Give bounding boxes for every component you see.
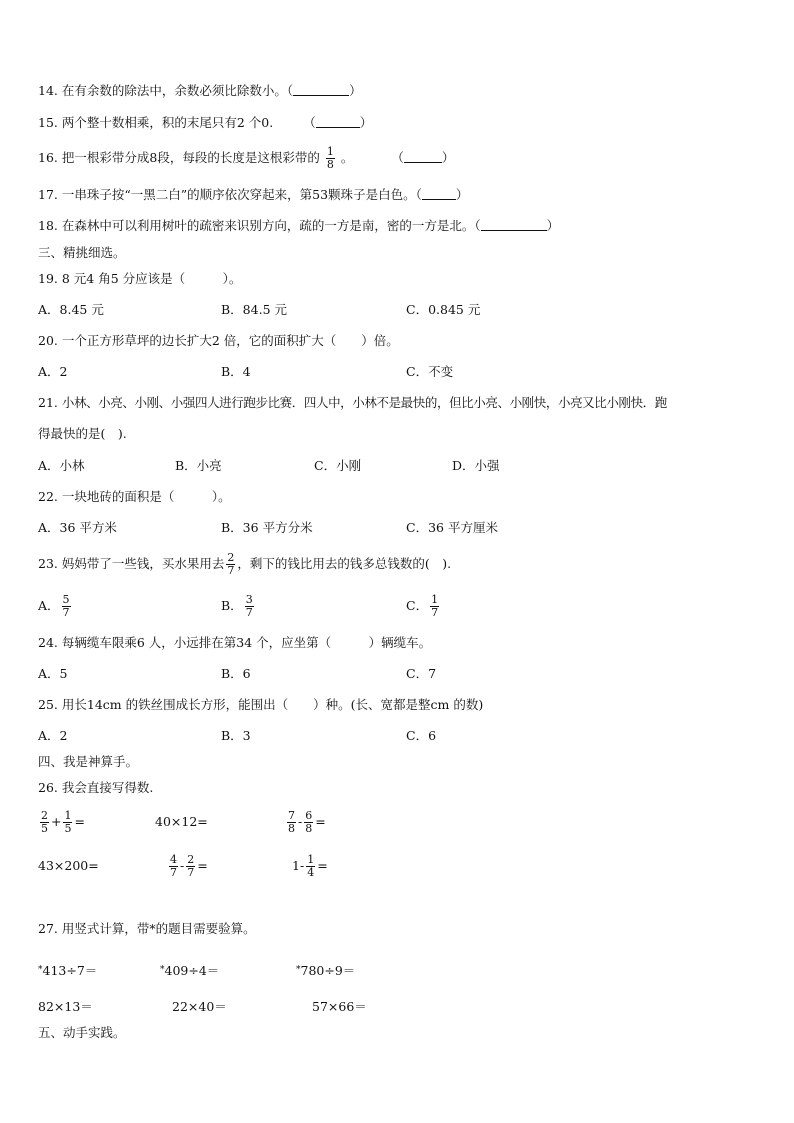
option-c[interactable]: C．6 (406, 728, 437, 743)
section-heading: 五、动手实践。 (38, 1025, 126, 1040)
option-a[interactable]: A．小林 (38, 458, 85, 473)
question-number: 19. (38, 271, 58, 286)
question-number: 21. (38, 395, 58, 410)
expr-5: $\frac{4}{7}$ - $\frac{2}{7}$ = (170, 853, 208, 879)
answer-blank[interactable] (293, 83, 349, 96)
question-text: 把一根彩带分成8段，每段的长度是这根彩带的 (61, 150, 320, 165)
expr-3: $\frac{7}{8}$ - $\frac{6}{8}$ = (288, 809, 326, 835)
option-c[interactable]: C．不变 (406, 364, 454, 379)
option-b[interactable]: B．36 平方分米 (221, 520, 313, 535)
expr-2: 40×12= (155, 814, 208, 829)
option-b[interactable]: B．4 (221, 364, 251, 379)
question-number: 16. (38, 150, 58, 165)
question-number: 18. (38, 218, 58, 233)
calc-1: *413÷7＝ (38, 963, 98, 978)
option-a[interactable]: A． $\frac{5}{7}$ (38, 593, 70, 619)
option-c[interactable]: C． $\frac{1}{7}$ (406, 593, 439, 619)
question-21-cont: 得最快的是( ). (38, 426, 127, 441)
answer-blank[interactable] (404, 150, 442, 163)
option-c[interactable]: C．7 (406, 666, 437, 681)
calc-4: 82×13＝ (38, 999, 93, 1014)
answer-blank[interactable] (422, 187, 456, 200)
expr-1: $\frac{2}{5}$ + $\frac{1}{5}$ = (41, 809, 85, 835)
question-text: 一串珠子按“一黑二白”的顺序依次穿起来，第53颗珠子是白色。（ (61, 187, 422, 202)
option-a[interactable]: A．5 (38, 666, 68, 681)
question-27 (38, 920, 256, 938)
fraction: $\frac{1}{8}$ (326, 145, 334, 171)
question-number: 24. (38, 635, 58, 650)
option-c[interactable]: C．小刚 (314, 458, 362, 473)
calc-5: 22×40＝ (172, 999, 227, 1014)
question-number: 20. (38, 333, 58, 348)
option-a[interactable]: A．8.45 元 (38, 302, 104, 317)
question-20 (38, 332, 399, 350)
question-text: 一块地砖的面积是（ ）。 (61, 489, 231, 504)
option-b[interactable]: B．3 (221, 728, 251, 743)
question-text: 在森林中可以利用树叶的疏密来识别方向，疏的一方是南，密的一方是北。（ (61, 218, 481, 233)
question-number: 27. (38, 921, 58, 936)
question-text: 我会直接写得数. (61, 780, 154, 795)
question-25 (38, 696, 483, 714)
answer-blank[interactable] (316, 115, 360, 128)
answer-blank[interactable] (481, 218, 547, 231)
question-22 (38, 488, 231, 506)
section-heading: 三、精挑细选。 (38, 245, 126, 260)
option-a[interactable]: A．2 (38, 364, 68, 379)
question-21 (38, 394, 667, 412)
question-26 (38, 779, 153, 797)
option-b[interactable]: B． $\frac{3}{7}$ (221, 593, 253, 619)
question-number: 15. (38, 115, 58, 130)
question-text: 在有余数的除法中，余数必须比除数小。（ (61, 83, 294, 98)
question-24 (38, 634, 431, 652)
question-text: 用长14cm 的铁丝围成长方形，能围出（ ）种。(长、宽都是整cm 的数) (61, 697, 484, 712)
question-text: 小林、小亮、小刚、小强四人进行跑步比赛．四人中，小林不是最快的，但比小亮、小刚快，小亮又比小刚快．跑 (61, 395, 667, 410)
calc-2: *409÷4＝ (160, 963, 220, 978)
question-text: 两个整十数相乘，积的末尾只有2 个0. (61, 115, 274, 130)
calc-6: 57×66＝ (312, 999, 367, 1014)
question-14: 14. 在有余数的除法中，余数必须比除数小。（ ） (38, 83, 362, 98)
question-number: 26. (38, 780, 58, 795)
question-15: 15. 两个整十数相乘，积的末尾只有2 个0. （ ） (38, 115, 373, 130)
expr-4: 43×200= (38, 858, 99, 873)
option-b[interactable]: B．小亮 (175, 458, 222, 473)
question-number: 22. (38, 489, 58, 504)
option-c[interactable]: C．36 平方厘米 (406, 520, 498, 535)
question-text: 一个正方形草坪的边长扩大2 倍，它的面积扩大（ ）倍。 (61, 333, 399, 348)
option-c[interactable]: C．0.845 元 (406, 302, 481, 317)
fraction: $\frac{2}{7}$ (227, 551, 235, 577)
question-number: 14. (38, 83, 58, 98)
option-b[interactable]: B．6 (221, 666, 251, 681)
option-d[interactable]: D．小强 (452, 458, 500, 473)
question-number: 23. (38, 556, 58, 571)
option-a[interactable]: A．36 平方米 (38, 520, 117, 535)
question-number: 25. (38, 697, 58, 712)
section-heading: 四、我是神算手。 (38, 754, 139, 769)
calc-3: *780÷9＝ (296, 963, 356, 978)
question-18: 18. 在森林中可以利用树叶的疏密来识别方向，疏的一方是南，密的一方是北。（ ） (38, 218, 560, 233)
question-text: 用竖式计算，带*的题目需要验算。 (61, 921, 256, 936)
question-23: 23. 妈妈带了一些钱，买水果用去 $\frac{2}{7}$ ，剩下的钱比用去的钱多总钱数的( ). (38, 551, 452, 577)
question-number: 17. (38, 187, 58, 202)
expr-6: 1- $\frac{1}{4}$ = (292, 853, 328, 879)
option-a[interactable]: A．2 (38, 728, 68, 743)
option-b[interactable]: B．84.5 元 (221, 302, 287, 317)
question-19 (38, 270, 241, 288)
question-text: 妈妈带了一些钱，买水果用去 (61, 556, 225, 571)
question-text: 8 元4 角5 分应该是（ ）。 (61, 271, 242, 286)
question-16: 16. 把一根彩带分成8段，每段的长度是这根彩带的 $\frac{1}{8}$ 。 （ ） (38, 145, 455, 171)
question-17: 17. 一串珠子按“一黑二白”的顺序依次穿起来，第53颗珠子是白色。（ ） (38, 187, 469, 202)
question-text: 每辆缆车限乘6 人，小远排在第34 个，应坐第（ ）辆缆车。 (61, 635, 432, 650)
